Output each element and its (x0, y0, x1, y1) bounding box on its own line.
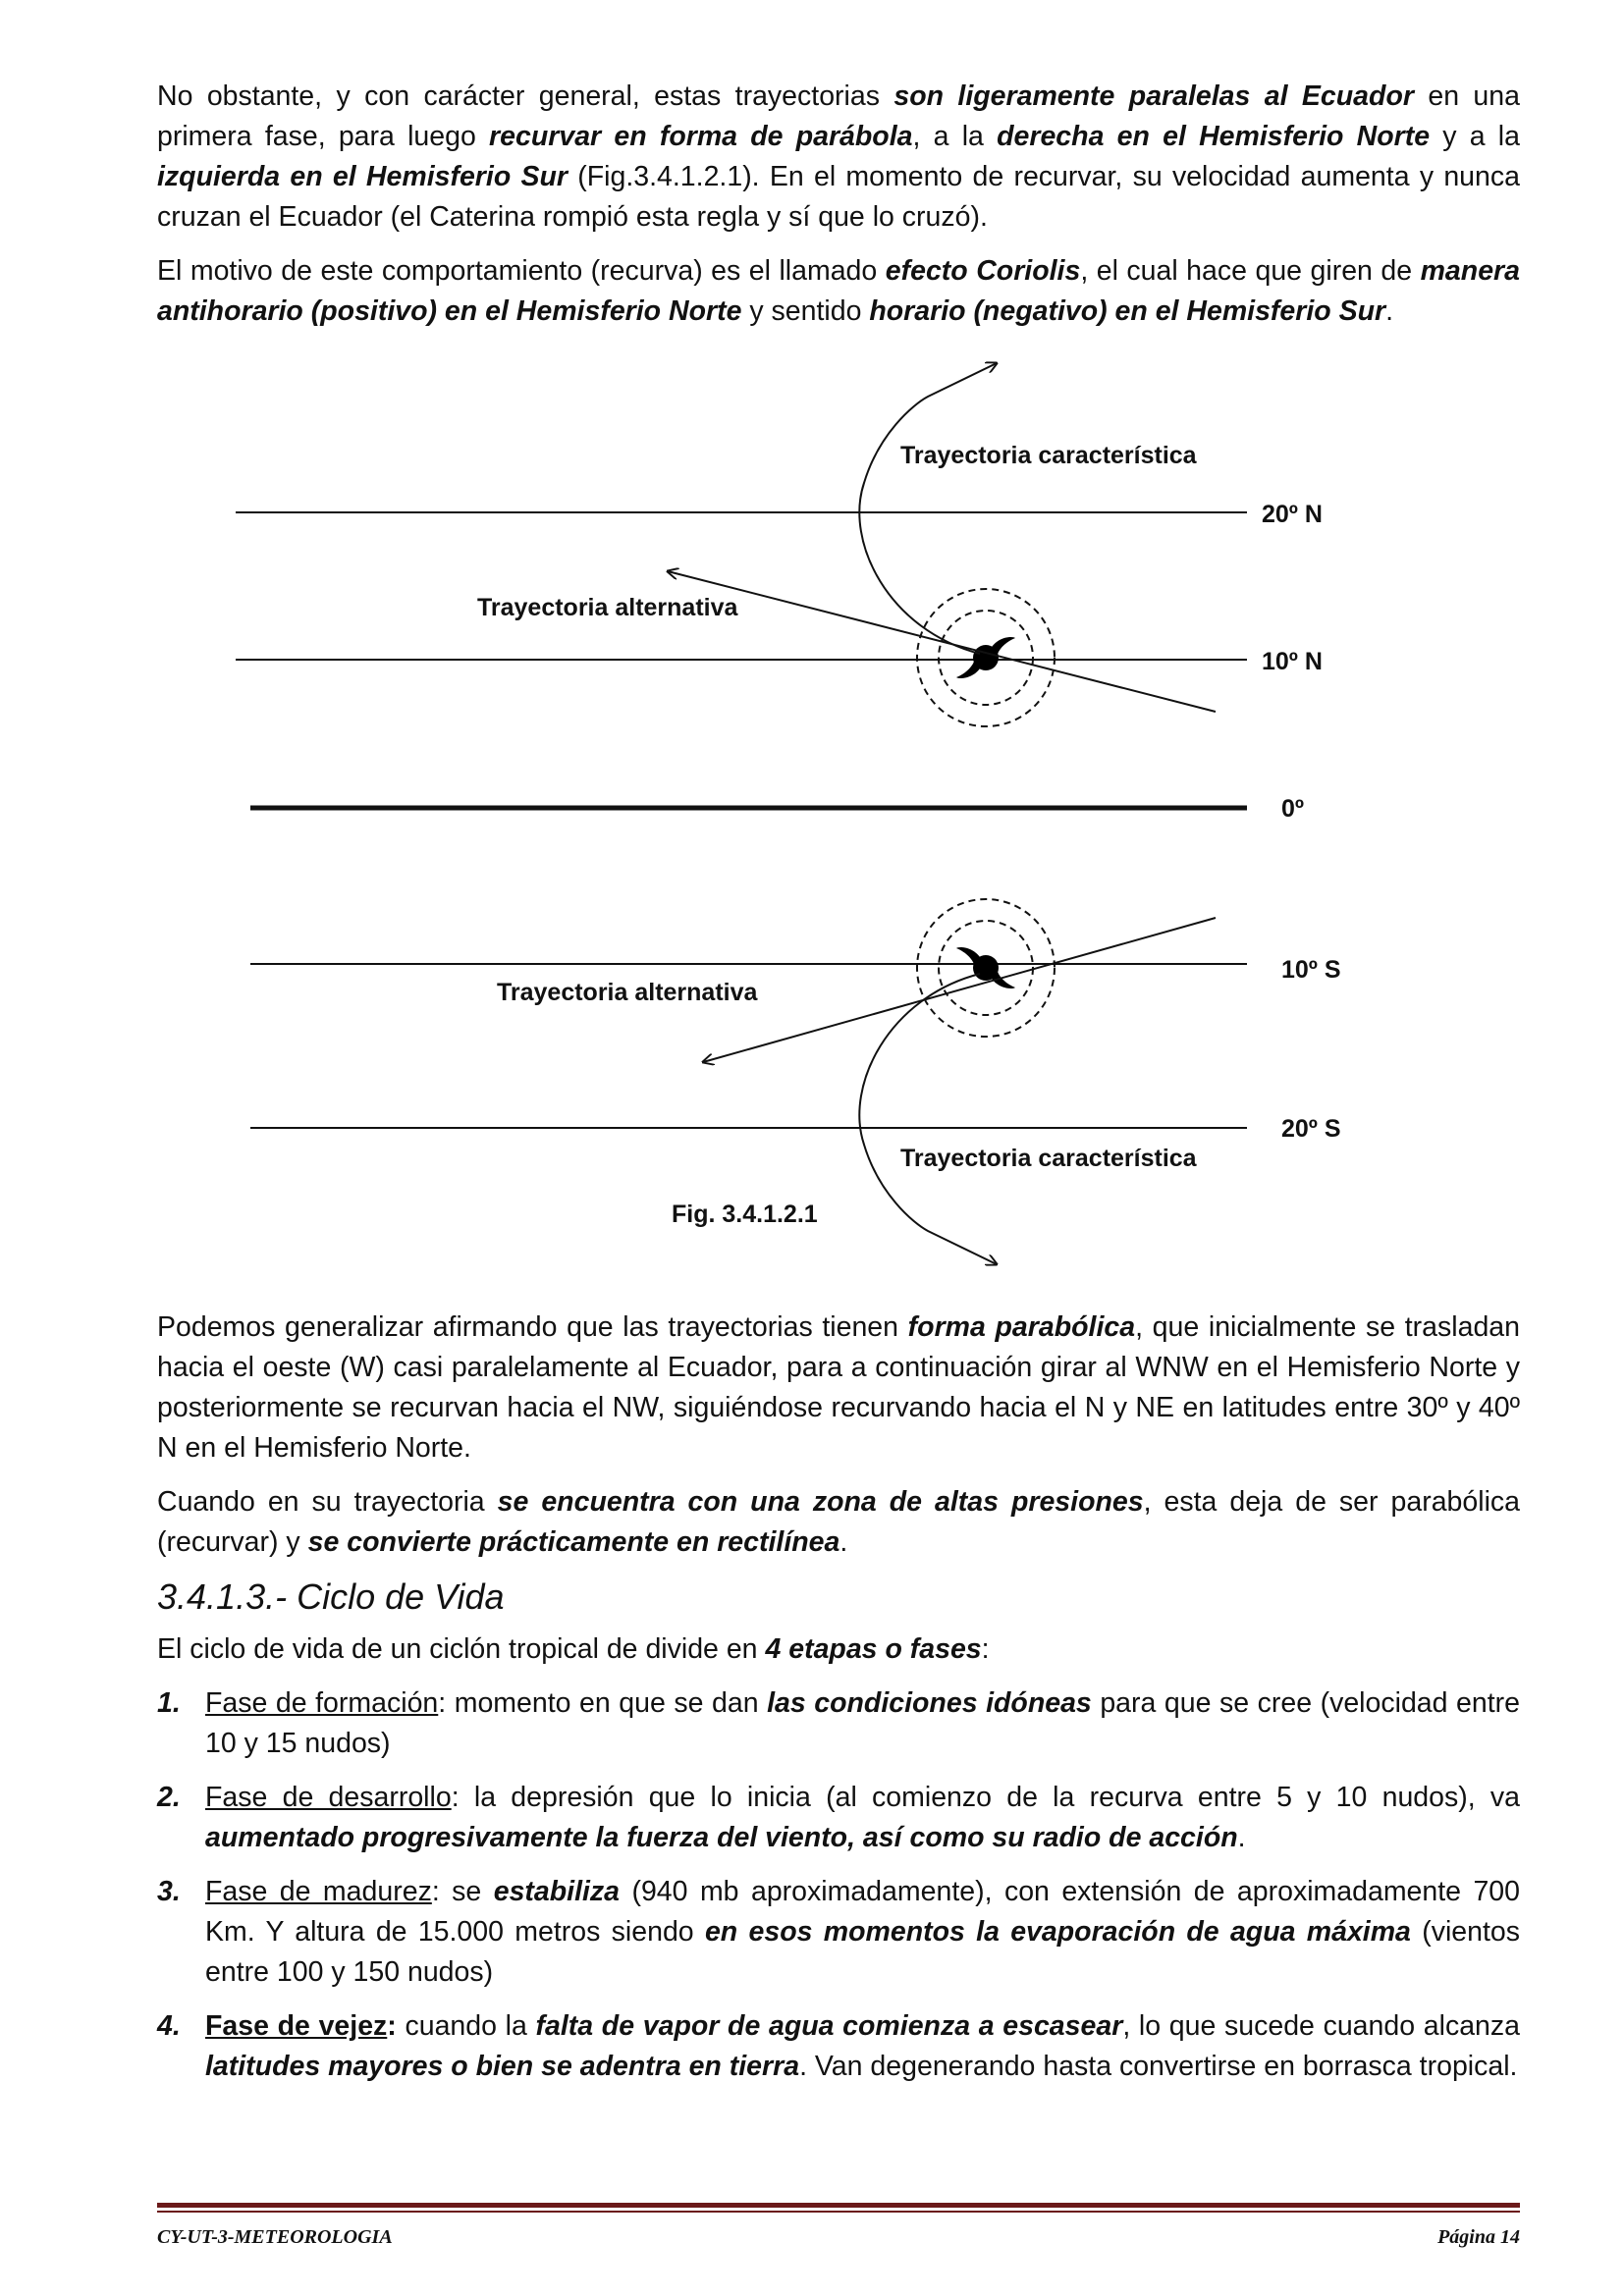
latitude-label-10n: 10º N (1262, 648, 1323, 675)
emphasis: se convierte prácticamente en rectilínea (307, 1526, 840, 1558)
text: , el cual hace que giren de (1080, 255, 1421, 287)
label-alternative-trajectory-north: Trayectoria alternativa (477, 594, 738, 621)
emphasis: recurvar en forma de parábola (489, 121, 913, 152)
text: Podemos generalizar afirmando que las trayectorias tienen (157, 1311, 908, 1343)
list-number: 2. (157, 1782, 181, 1813)
emphasis: horario (negativo) en el Hemisferio Sur (869, 295, 1386, 327)
text: (vientos entre 100 y 150 nudos) (205, 1916, 1521, 1988)
latitude-label-20s: 20º S (1281, 1115, 1341, 1143)
emphasis: las condiciones idóneas (767, 1687, 1092, 1719)
emphasis: forma parabólica (907, 1311, 1136, 1343)
text: El motivo de este comportamiento (recurva) es el llamado (157, 255, 886, 287)
emphasis: se encuentra con una zona de altas presiones (497, 1486, 1144, 1518)
latitude-label-20n: 20º N (1262, 501, 1323, 528)
label-alternative-trajectory-south: Trayectoria alternativa (497, 979, 758, 1006)
text: para que se cree (velocidad entre 10 y 15 nudos) (205, 1687, 1520, 1759)
emphasis: derecha en el Hemisferio Norte (997, 121, 1431, 152)
text: cuando la (396, 2010, 536, 2042)
section-intro (157, 1629, 1520, 1670)
text: : momento en que se dan (438, 1687, 768, 1719)
text: (Fig.3.4.1.2.1). En el momento de recurvar, su velocidad aumenta y nunca cruzan el Ecuador (el Caterina rompió esta regla y sí que lo cruzó). (157, 161, 1520, 233)
trajectory-figure (157, 346, 1520, 1308)
list-number: 3. (157, 1876, 181, 1907)
list-item (157, 2006, 1520, 2087)
emphasis: manera antihorario (positivo) en el Hemisferio Norte (157, 255, 1520, 327)
characteristic-trajectory-south (859, 974, 997, 1264)
emphasis: latitudes mayores o bien se adentra en tierra (205, 2051, 800, 2082)
emphasis: efecto Coriolis (885, 255, 1081, 287)
trajectory-diagram (157, 346, 1520, 1308)
paragraph-body-1 (157, 1308, 1520, 1468)
page-content (157, 77, 1520, 2101)
cyclone-north (917, 589, 1055, 726)
alternative-trajectory-north (668, 571, 1216, 712)
list-item (157, 1872, 1520, 1993)
text: : (387, 2010, 397, 2042)
figure-caption: Fig. 3.4.1.2.1 (672, 1201, 818, 1228)
text: . Van degenerando hasta convertirse en borrasca tropical. (799, 2051, 1518, 2082)
emphasis: 4 etapas o fases (765, 1633, 982, 1665)
phase-title: Fase de formación (205, 1687, 439, 1719)
text: (940 mb aproximadamente), con extensión de aproximadamente 700 Km. Y altura de 15.000 metros siendo (205, 1876, 1521, 1948)
phase-title: Fase de vejez (205, 2010, 388, 2042)
footer-rule (157, 2203, 1520, 2208)
characteristic-trajectory-north (859, 363, 997, 654)
text: , a la (912, 121, 998, 152)
latitude-label-0: 0º (1281, 795, 1305, 823)
text: : la depresión que lo inicia (al comienzo de la recurva entre 5 y 10 nudos), va (451, 1782, 1520, 1813)
footer-rule (157, 2211, 1520, 2213)
label-characteristic-trajectory-south: Trayectoria característica (900, 1145, 1197, 1172)
text: , lo que sucede cuando alcanza (1122, 2010, 1520, 2042)
text: , que inicialmente se trasladan hacia el oeste (W) casi paralelamente al Ecuador, para a continuación girar al WNW en el Hemisferio Norte y posteriormente se recurvan hacia el NW, siguiéndose recurvando hacia el N y NE en latitudes entre 30º y 40º N en el Hemisferio Norte. (157, 1311, 1521, 1464)
phase-list (157, 1683, 1520, 2087)
text: , esta deja de ser parabólica (recurvar) y (157, 1486, 1521, 1558)
text: Cuando en su trayectoria (157, 1486, 498, 1518)
emphasis: estabiliza (493, 1876, 621, 1907)
label-characteristic-trajectory-north: Trayectoria característica (900, 442, 1197, 469)
latitude-label-10s: 10º S (1281, 956, 1341, 984)
paragraph-intro-1 (157, 77, 1520, 238)
emphasis: aumentado progresivamente la fuerza del viento, así como su radio de acción (205, 1822, 1238, 1853)
phase-title: Fase de desarrollo (205, 1782, 452, 1813)
text: y a la (1430, 121, 1520, 152)
footer-page-number: Página 14 (1437, 2226, 1520, 2248)
section-heading: 3.4.1.3.- Ciclo de Vida (157, 1576, 505, 1617)
phase-title: Fase de madurez (205, 1876, 432, 1907)
text: El ciclo de vida de un ciclón tropical de divide en (157, 1633, 766, 1665)
emphasis: falta de vapor de agua comienza a escasear (535, 2010, 1123, 2042)
footer-document-code: CY-UT-3-METEOROLOGIA (157, 2226, 393, 2248)
paragraph-intro-2 (157, 251, 1520, 332)
text: en una primera fase, para luego (157, 80, 1520, 152)
list-number: 1. (157, 1687, 181, 1719)
list-item (157, 1778, 1520, 1858)
list-item (157, 1683, 1520, 1764)
text: y sentido (741, 295, 870, 327)
emphasis: son ligeramente paralelas al Ecuador (893, 80, 1414, 112)
text: . (839, 1526, 848, 1558)
cyclone-south (917, 899, 1055, 1037)
text: : (981, 1633, 990, 1665)
emphasis: izquierda en el Hemisferio Sur (157, 161, 568, 192)
paragraph-body-2 (157, 1482, 1520, 1563)
alternative-trajectory-south (703, 918, 1216, 1062)
emphasis: en esos momentos la evaporación de agua máxima (704, 1916, 1411, 1948)
text: . (1385, 295, 1394, 327)
list-number: 4. (157, 2010, 181, 2042)
text: No obstante, y con carácter general, estas trayectorias (157, 80, 894, 112)
text: : se (431, 1876, 494, 1907)
text: . (1237, 1822, 1246, 1853)
